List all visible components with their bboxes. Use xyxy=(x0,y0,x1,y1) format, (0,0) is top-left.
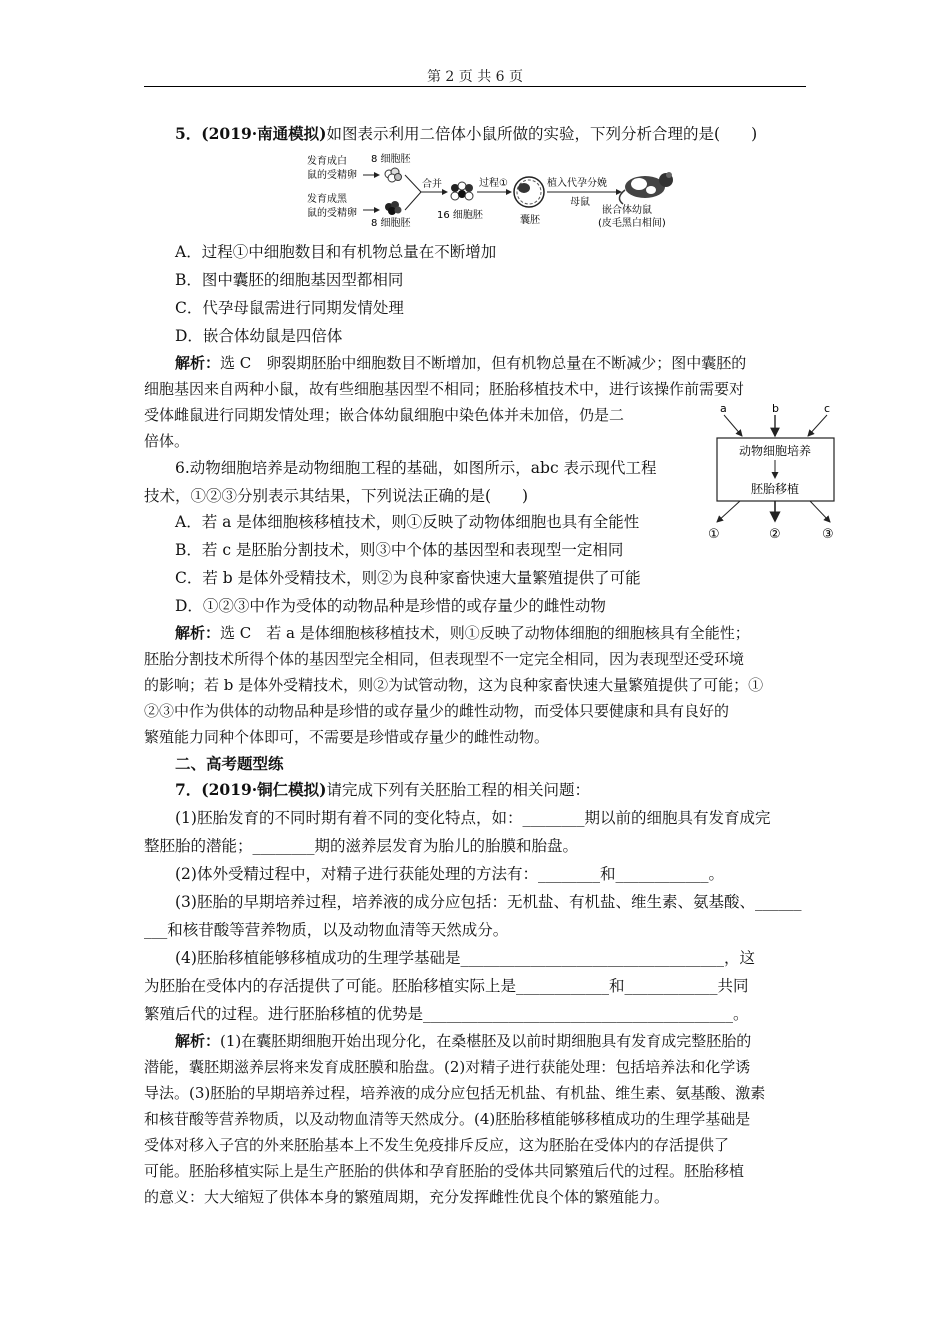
surrogate-mother-label: 母鼠 xyxy=(570,197,590,208)
q7-analysis-line1 xyxy=(144,1028,806,1054)
q7-part2: (2)体外受精过程中，对精子进行获能处理的方法有：________和____________。 xyxy=(175,865,724,883)
white-embryo-icon xyxy=(385,168,402,182)
result-3: ③ xyxy=(822,527,834,542)
result-1: ① xyxy=(708,527,720,542)
sixteen-cell-embryo-icon xyxy=(451,182,473,200)
q7-analysis-line4: 和核苷酸等营养物质，以及动物血清等天然成分。(4)胚胎移植能够移植成功的生理学基础是 xyxy=(144,1110,751,1128)
q5-option-c: C．代孕母鼠需进行同期发情处理 xyxy=(175,299,404,317)
q5-option-b: B．图中囊胚的细胞基因型都相同 xyxy=(175,271,404,289)
q6-option-b: B．若 c 是胚胎分割技术，则③中个体的基因型和表现型一定相同 xyxy=(175,541,624,559)
q7-part3-line2: ___和核苷酸等营养物质，以及动物血清等天然成分。 xyxy=(144,921,509,939)
q7-stem xyxy=(144,776,806,805)
q7-analysis-line3: 导法。(3)胚胎的早期培养过程，培养液的成分应包括无机盐、有机盐、维生素、氨基酸、激素 xyxy=(144,1084,766,1102)
black-embryo-icon xyxy=(385,201,402,215)
q5-figure xyxy=(305,150,690,230)
q5-option-d: D．嵌合体幼鼠是四倍体 xyxy=(175,327,343,345)
q5-analysis-label: 解析： xyxy=(175,354,221,372)
q7-analysis-line6: 可能。胚胎移植实际上是生产胚胎的供体和孕育胚胎的受体共同繁殖后代的过程。胚胎移植 xyxy=(144,1162,745,1180)
q7-analysis-label: 解析： xyxy=(175,1032,221,1050)
chimera-label-1: 嵌合体幼鼠 xyxy=(602,205,652,216)
box-cell-culture: 动物细胞培养 xyxy=(738,444,812,458)
implant-label: 植入代孕分娩 xyxy=(547,178,607,189)
q5-stem-text: 如图表示利用二倍体小鼠所做的实验，下列分析合理的是( ) xyxy=(326,125,758,143)
header-rule xyxy=(144,86,806,87)
q6-option-d: D．①②③中作为受体的动物品种是珍惜的或存量少的雌性动物 xyxy=(175,597,606,615)
q5-analysis-line2: 细胞基因来自两种小鼠，故有些细胞基因型不相同；胚胎移植技术中，进行该操作前需要对 xyxy=(144,380,745,398)
merge-label: 合并 xyxy=(422,179,442,190)
q7-part1-line1: (1)胚胎发育的不同时期有着不同的变化特点，如：________期以前的细胞具有发育成完 xyxy=(175,809,771,827)
white-zygote-label-1: 发育成白 xyxy=(307,156,347,167)
box-embryo-transfer: 胚胎移植 xyxy=(750,482,800,496)
q5-option-a: A．过程①中细胞数目和有机物总量在不断增加 xyxy=(175,243,497,261)
sixteen-cell-label: 16 细胞胚 xyxy=(437,210,483,221)
q6-analysis-line5: 繁殖能力同种个体即可，不需要是珍惜或存量少的雌性动物。 xyxy=(144,728,550,746)
result-2: ② xyxy=(769,527,781,542)
q7-part1-line2: 整胚胎的潜能；________期的滋养层发育为胎儿的胎膜和胎盘。 xyxy=(144,837,579,855)
page-header: 第 2 页 共 6 页 xyxy=(426,69,524,85)
q7-stem-text: 请完成下列有关胚胎工程的相关问题： xyxy=(326,781,591,799)
q5-analysis-line3: 受体雌鼠进行同期发情处理；嵌合体幼鼠细胞中染色体并未加倍，仍是二 xyxy=(144,406,625,424)
q6-analysis-line1 xyxy=(144,620,806,646)
chimera-label-2: (皮毛黑白相间) xyxy=(598,218,666,229)
q7-analysis-line5: 受体对移入子宫的外来胚胎基本上不发生免疫排斥反应，这为胚胎在受体内的存活提供了 xyxy=(144,1136,730,1154)
q7-source: (2019·铜仁模拟) xyxy=(201,780,327,799)
q6-option-a: A．若 a 是体细胞核移植技术，则①反映了动物体细胞也具有全能性 xyxy=(175,513,640,531)
q5-analysis-text1: 选 C 卵裂期胚胎中细胞数目不断增加，但有机物总量在不断减少；图中囊胚的 xyxy=(220,354,747,372)
q6-analysis-line2: 胚胎分割技术所得个体的基因型完全相同，但表现型不一定完全相同，因为表现型还受环境 xyxy=(144,650,745,668)
q5-source: (2019·南通模拟) xyxy=(201,124,327,143)
chimera-mouse-icon xyxy=(619,172,673,204)
label-a: a xyxy=(720,402,727,415)
q7-analysis-line2: 潜能，囊胚期滋养层将来发育成胚膜和胎盘。(2)对精子进行获能处理：包括培养法和化学诱 xyxy=(144,1058,751,1076)
q7-analysis-text1: (1)在囊胚期细胞开始出现分化，在桑椹胚及以前时期细胞具有发育成完整胚胎的 xyxy=(220,1032,752,1050)
q5-number: 5． xyxy=(175,124,202,143)
q7-analysis-line7: 的意义：大大缩短了供体本身的繁殖周期，充分发挥雌性优良个体的繁殖能力。 xyxy=(144,1188,670,1206)
q7-number: 7． xyxy=(175,780,202,799)
q5-stem xyxy=(144,120,806,149)
eight-cell-bottom-label: 8 细胞胚 xyxy=(371,218,411,229)
q6-option-c: C．若 b 是体外受精技术，则②为良种家畜快速大量繁殖提供了可能 xyxy=(175,569,641,587)
q7-part4-line1: (4)胚胎移植能够移植成功的生理学基础是__________________________________，这 xyxy=(175,949,755,967)
q6-analysis-line3: 的影响；若 b 是体外受精技术，则②为试管动物，这为良种家畜快速大量繁殖提供了可能；① xyxy=(144,676,764,694)
label-b: b xyxy=(772,402,779,415)
white-zygote-label-2: 鼠的受精卵 xyxy=(307,170,357,181)
black-zygote-label-1: 发育成黑 xyxy=(307,194,347,205)
section-title: 二、高考题型练 xyxy=(175,754,284,773)
process-1-label: 过程① xyxy=(479,178,508,189)
eight-cell-top-label: 8 细胞胚 xyxy=(371,154,411,165)
blastocyst-label: 囊胚 xyxy=(520,215,540,226)
blastocyst-icon xyxy=(514,177,544,207)
q6-analysis-line4: ②③中作为供体的动物品种是珍惜的或存量少的雌性动物，而受体只要健康和具有良好的 xyxy=(144,702,730,720)
q5-analysis-line4: 倍体。 xyxy=(144,432,190,450)
q7-part4-line3: 繁殖后代的过程。进行胚胎移植的优势是________________________________________。 xyxy=(144,1005,749,1023)
q6-stem-line2: 技术，①②③分别表示其结果，下列说法正确的是( ) xyxy=(144,487,529,505)
q6-analysis-text1: 选 C 若 a 是体细胞核移植技术，则①反映了动物体细胞的细胞核具有全能性； xyxy=(220,624,750,642)
q5-analysis-line1 xyxy=(144,350,806,376)
label-c: c xyxy=(824,402,831,415)
black-zygote-label-2: 鼠的受精卵 xyxy=(307,208,357,219)
q6-stem-line1: 6.动物细胞培养是动物细胞工程的基础，如图所示，abc 表示现代工程 xyxy=(175,459,657,477)
q6-analysis-label: 解析： xyxy=(175,624,221,642)
q7-part3-line1: (3)胚胎的早期培养过程，培养液的成分应包括：无机盐、有机盐、维生素、氨基酸、______ xyxy=(175,893,802,911)
q7-part4-line2: 为胚胎在受体内的存活提供了可能。胚胎移植实际上是____________和____________共同 xyxy=(144,977,749,995)
